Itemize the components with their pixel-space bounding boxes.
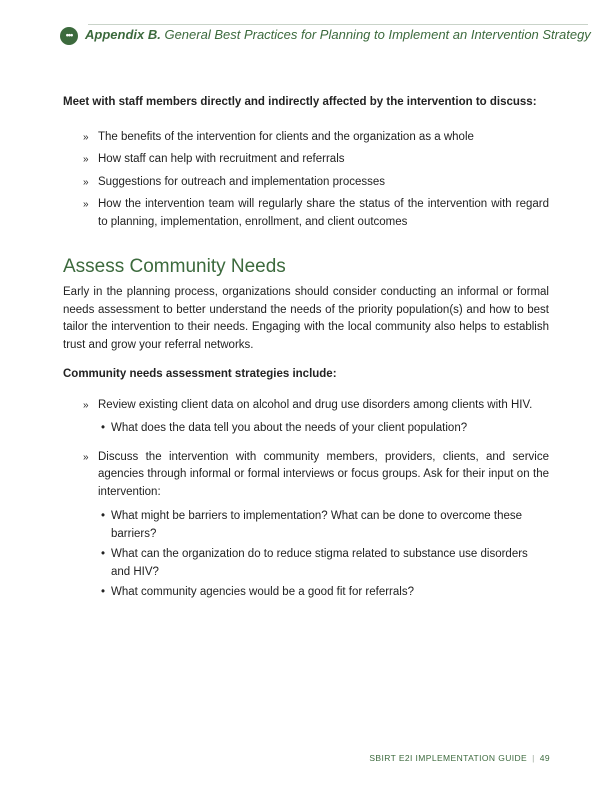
list-item: » Suggestions for outreach and implementation processes xyxy=(63,174,549,192)
header-title xyxy=(85,27,591,42)
appendix-label: Appendix B. xyxy=(85,27,161,42)
chevron-right-icon: » xyxy=(83,154,89,165)
chevron-right-icon: » xyxy=(83,199,89,210)
list-item: » How the intervention team will regularly share the status of the intervention with regard to planning, implementation, enrollment, and client outcomes xyxy=(83,198,549,228)
list-item: » How staff can help with recruitment and referrals xyxy=(63,151,549,169)
chevron-right-icon: » xyxy=(83,131,89,143)
strategies-label: Community needs assessment strategies include: xyxy=(63,368,337,380)
list-item: • What might be barriers to implementation? What can be done to overcome these barriers? xyxy=(101,510,523,540)
bullet-dot-icon: • xyxy=(101,548,106,560)
sub-bullet-list xyxy=(63,420,549,438)
list-item: • What community agencies would be a good fit for referrals? xyxy=(63,584,549,602)
list-item: » Discuss the intervention with community members, providers, clients, and service agencies through informal or formal interviews or focus groups. Ask for their input on the intervention: xyxy=(83,450,549,498)
community-paragraph: Early in the planning process, organizations should consider conducting an informal or formal needs assessment to better understand the needs of the priority population(s) and how to best tailor the intervention to their needs. Engaging with the local community also helps to establish trust and grow your referral networks. xyxy=(63,286,549,351)
sub-bullet-list xyxy=(63,508,549,602)
bullet-dot-icon: • xyxy=(101,422,106,434)
strategy-list xyxy=(63,449,549,502)
header-rule xyxy=(88,24,588,25)
page-content xyxy=(63,94,549,602)
page-number: 49 xyxy=(539,753,550,763)
guide-title: SBIRT E2I IMPLEMENTATION GUIDE xyxy=(369,753,528,763)
chevron-right-icon: » xyxy=(83,451,89,463)
list-item: • What does the data tell you about the needs of your client population? xyxy=(63,420,549,438)
more-dots-icon: ••• xyxy=(60,27,78,45)
chevron-right-icon: » xyxy=(83,176,89,188)
section-heading: Assess Community Needs xyxy=(63,256,286,277)
list-item: • What can the organization do to reduce stigma related to substance use disorders and HIV? xyxy=(101,548,528,578)
chevron-right-icon: » xyxy=(83,399,89,411)
list-item: » The benefits of the intervention for clients and the organization as a whole xyxy=(63,129,549,147)
staff-intro: Meet with staff members directly and indirectly affected by the intervention to discuss: xyxy=(63,96,537,108)
list-item: » Review existing client data on alcohol and drug use disorders among clients with HIV. xyxy=(63,397,549,415)
strategy-list xyxy=(63,397,549,415)
appendix-title: General Best Practices for Planning to Implement an Intervention Strategy xyxy=(164,27,591,42)
page-footer xyxy=(369,753,550,763)
page-header xyxy=(60,22,591,48)
bullet-dot-icon: • xyxy=(101,510,106,522)
footer-separator: | xyxy=(532,753,535,763)
staff-bullet-list xyxy=(63,129,549,232)
bullet-dot-icon: • xyxy=(101,586,106,598)
